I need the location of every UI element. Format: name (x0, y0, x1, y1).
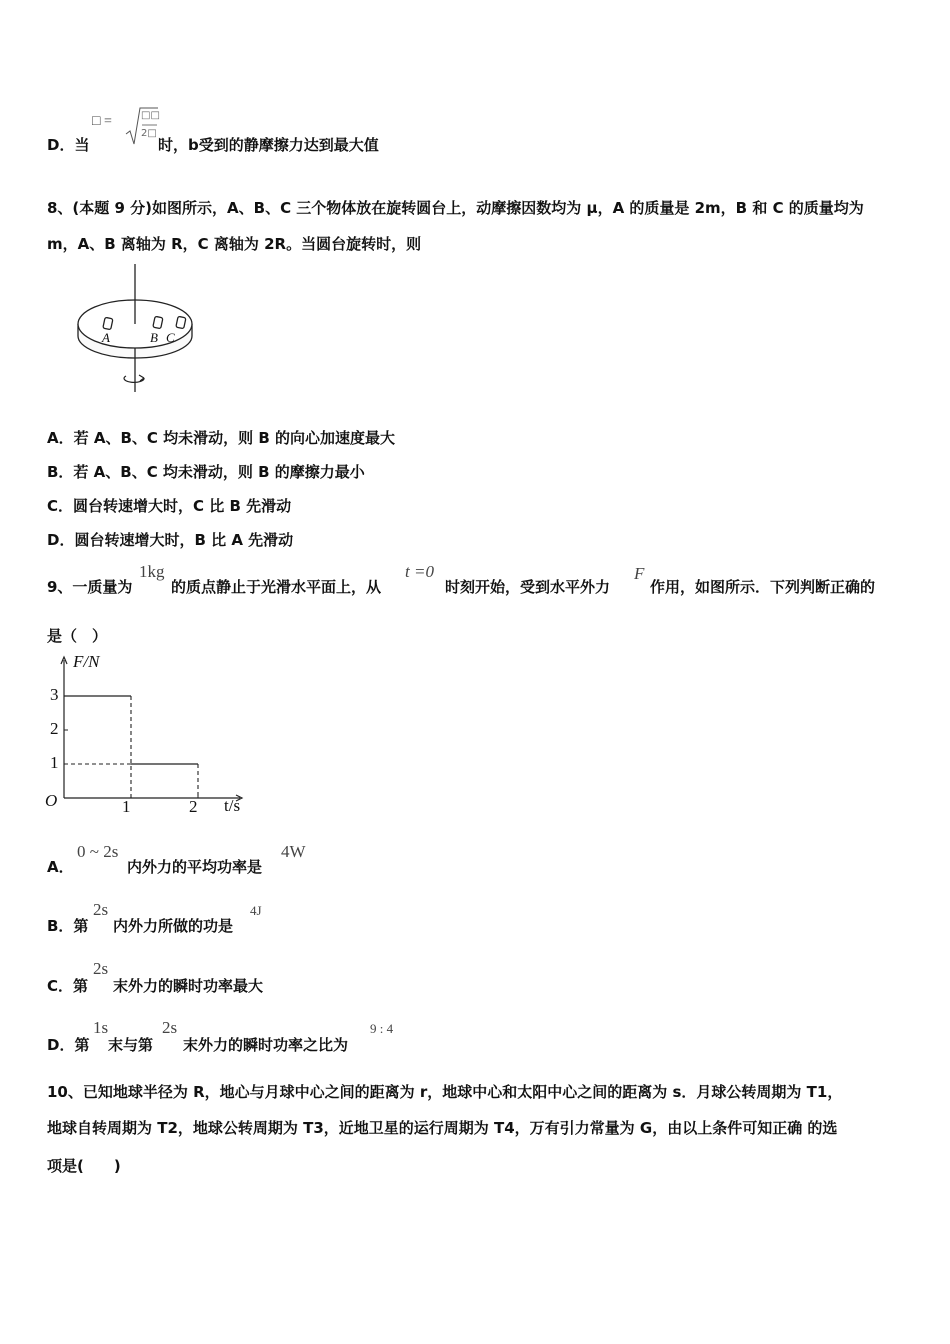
q9-option-d-ratio: 9 : 4 (370, 1021, 394, 1036)
q7-radicand-num: □□ (141, 110, 160, 121)
x-tick-label: 1 (122, 797, 131, 816)
q9-option-d (47, 1034, 89, 1055)
q10-stem-line2: 地球自转周期为 T2，地球公转周期为 T3，近地卫星的运行周期为 T4，万有引力常量为 G，由以上条件可知正确 的选 (47, 1119, 838, 1137)
x-axis-label: t/s (224, 796, 241, 815)
q9-stem-part2: 的质点静止于光滑水平面上，从 (171, 578, 382, 596)
q9-option-a (47, 856, 74, 877)
q9-mass: 1kg (139, 562, 165, 581)
q9-option-b-time: 2s (93, 900, 109, 919)
x-tick-label: 2 (189, 797, 198, 816)
q9-option-b (47, 915, 88, 936)
y-tick-label: 1 (50, 753, 59, 772)
q9-option-b-text: 内外力所做的功是 (113, 917, 234, 935)
y-axis-label-text: F/N (73, 652, 100, 671)
force-time-chart-svg (40, 650, 250, 820)
q9-option-d-text1: 末与第 (108, 1036, 154, 1054)
q9-option-d-time1: 1s (93, 1018, 109, 1037)
q9-option-a-label: A． (47, 858, 74, 876)
q10-stem-line3: 项是( ) (47, 1157, 121, 1175)
q9-option-b-value: 4J (250, 903, 262, 918)
q7-sqrt-formula (124, 104, 158, 148)
q9-option-c-label: C．第 (47, 977, 89, 995)
q9-option-a-value: 4W (281, 842, 306, 861)
q9-option-d-label: D．第 (47, 1036, 90, 1054)
figure-label-c: C (166, 330, 175, 345)
q9-option-c-time: 2s (93, 959, 109, 978)
rotation-arrow-icon (124, 376, 144, 382)
figure-label-a: A (102, 330, 110, 345)
figure-label-b: B (150, 330, 158, 345)
q7-option-d-suffix: 时，b受到的静摩擦力达到最大值 (158, 136, 379, 154)
origin-label: O (45, 791, 58, 810)
force-time-chart (40, 650, 250, 820)
q9-stem-line2: 是（ ） (47, 627, 108, 645)
q9-option-c-text: 末外力的瞬时功率最大 (113, 977, 264, 995)
q9-t0: t =0 (405, 562, 434, 581)
q9-option-d-text2: 末外力的瞬时功率之比为 (183, 1036, 349, 1054)
q8-stem-line2: m，A、B 离轴为 R，C 离轴为 2R。当圆台旋转时，则 (47, 235, 422, 253)
q9-option-a-interval: 0 ~ 2s (77, 842, 119, 861)
q9-option-d-time2: 2s (162, 1018, 178, 1037)
q7-option-d-prefix: D．当 (47, 136, 90, 154)
q9-force-symbol: F (634, 564, 645, 583)
q9-option-a-text: 内外力的平均功率是 (127, 858, 263, 876)
q9-stem-part4: 作用，如图所示．下列判断正确的 (650, 578, 876, 596)
turntable-figure (48, 262, 208, 398)
q8-option-d: D．圆台转速增大时，B 比 A 先滑动 (47, 531, 294, 549)
q7-formula-lhs: □ = (92, 114, 112, 129)
q7-radicand-den: 2□ (141, 128, 157, 139)
q8-option-b: B．若 A、B、C 均未滑动，则 B 的摩擦力最小 (47, 463, 365, 481)
q9-stem-part3: 时刻开始，受到水平外力 (445, 578, 611, 596)
y-tick-label: 3 (50, 685, 59, 704)
q9-stem-part1: 9、一质量为 (47, 578, 133, 596)
q7-option-d (47, 134, 89, 155)
y-tick-label: 2 (50, 719, 59, 738)
y-axis-label (73, 652, 99, 672)
q9-option-c (47, 975, 88, 996)
q10-stem-line1: 10、已知地球半径为 R，地心与月球中心之间的距离为 r，地球中心和太阳中心之间的距离为 s．月球公转周期为 T1， (47, 1083, 843, 1101)
q8-option-a: A．若 A、B、C 均未滑动，则 B 的向心加速度最大 (47, 429, 395, 447)
q9-option-b-label: B．第 (47, 917, 89, 935)
q8-stem-line1: 8、(本题 9 分)如图所示，A、B、C 三个物体放在旋转圆台上，动摩擦因数均为 μ，A 的质量是 2m，B 和 C 的质量均为 (47, 199, 864, 217)
q8-option-c: C．圆台转速增大时，C 比 B 先滑动 (47, 497, 292, 515)
